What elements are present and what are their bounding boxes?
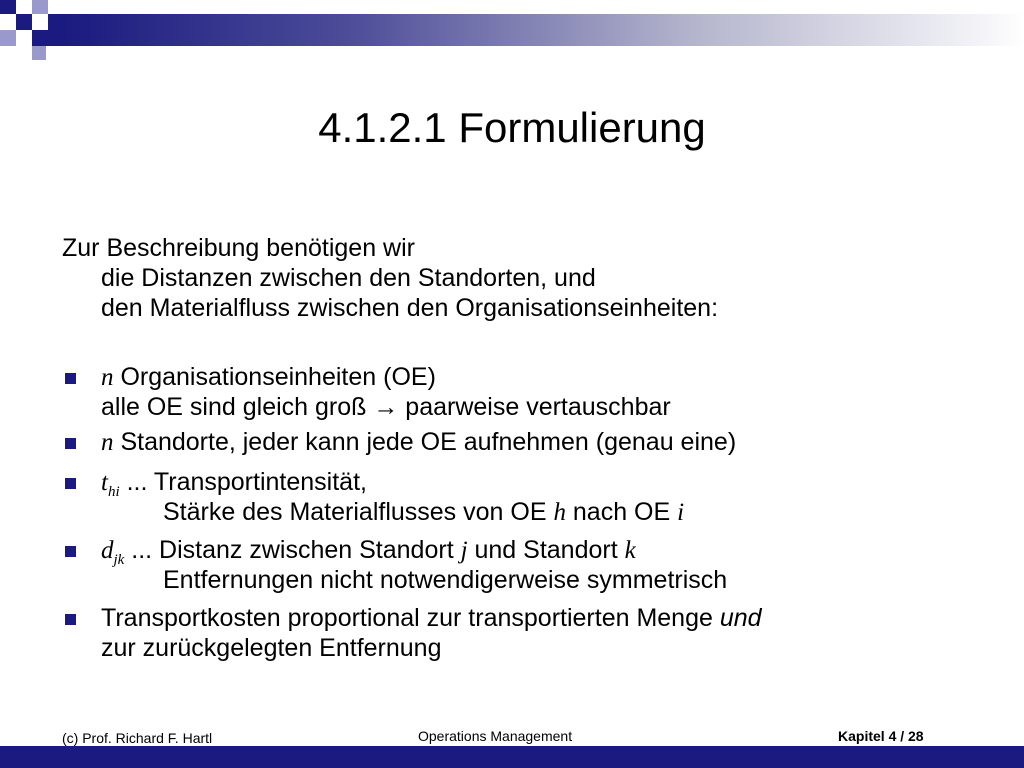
bullet-continuation: alle OE sind gleich groß → paarweise vertauschbar	[101, 393, 671, 421]
bullet-item	[101, 535, 636, 566]
bullet-text: Standorte, jeder kann jede OE aufnehmen (genau eine)	[113, 428, 737, 456]
square-bullet-icon	[65, 614, 76, 625]
bullet-item	[101, 467, 367, 498]
bullet-text: Organisationseinheiten (OE)	[113, 363, 436, 391]
square-bullet-icon	[65, 438, 76, 449]
math-variable: j	[460, 537, 468, 564]
emphasis-text: und	[719, 604, 762, 632]
square-bullet-icon	[65, 373, 76, 384]
math-variable: t	[101, 469, 108, 496]
slide-title: 4.1.2.1 Formulierung	[318, 104, 706, 151]
footer-author: (c) Prof. Richard F. Hartl	[62, 730, 213, 746]
bullet-item	[101, 603, 762, 633]
footer-band	[0, 746, 1024, 768]
math-variable: n	[101, 429, 114, 456]
bullet-text: nach OE	[565, 498, 678, 526]
math-subscript: jk	[113, 552, 125, 568]
bullet-item	[101, 362, 436, 393]
bullet-item	[101, 427, 736, 458]
intro-line: den Materialfluss zwischen den Organisationseinheiten:	[101, 294, 719, 322]
bullet-continuation: zur zurückgelegten Entfernung	[101, 634, 442, 662]
intro-line: Zur Beschreibung benötigen wir	[62, 234, 415, 262]
bullet-continuation	[163, 497, 684, 528]
bullet-text: Transportkosten proportional zur transportierten Menge	[101, 604, 720, 632]
bullet-text: und Standort	[467, 536, 625, 564]
math-variable: h	[553, 499, 566, 526]
square-bullet-icon	[65, 478, 76, 489]
math-variable: k	[624, 537, 636, 564]
footer-course-title: Operations Management	[418, 728, 573, 744]
intro-line: die Distanzen zwischen den Standorten, und	[101, 264, 596, 292]
math-variable: d	[101, 537, 114, 564]
bullet-text: ... Transportintensität,	[119, 468, 367, 496]
square-bullet-icon	[65, 546, 76, 557]
footer-page-number: Kapitel 4 / 28	[838, 728, 924, 744]
bullet-text: ... Distanz zwischen Standort	[124, 536, 461, 564]
math-subscript: hi	[107, 484, 120, 500]
math-variable: i	[677, 499, 685, 526]
bullet-text: Stärke des Materialflusses von OE	[163, 498, 554, 526]
math-variable: n	[101, 364, 114, 391]
bullet-continuation: Entfernungen nicht notwendigerweise symmetrisch	[163, 566, 728, 594]
